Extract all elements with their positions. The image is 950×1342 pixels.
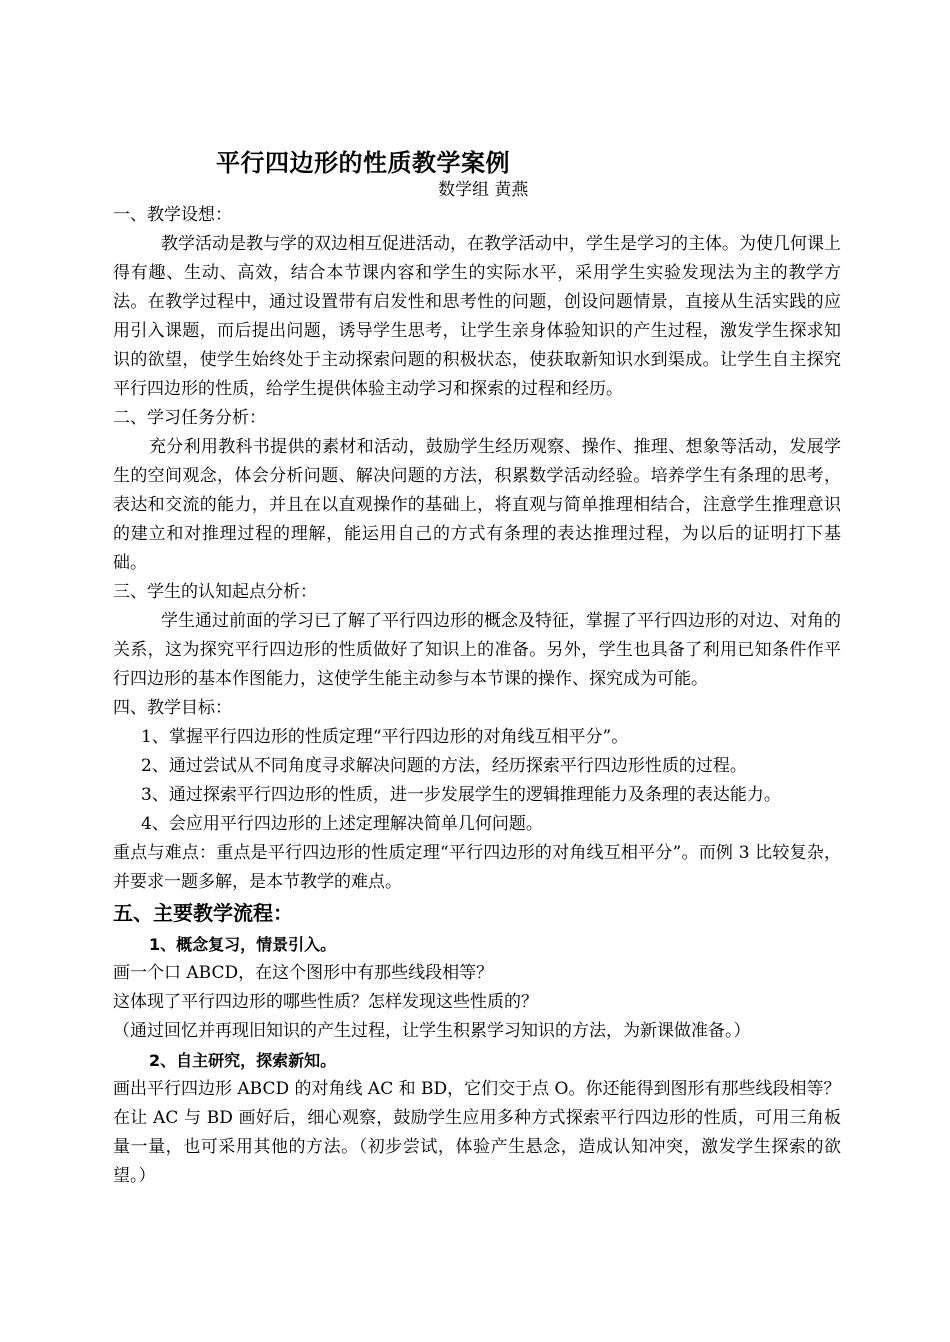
step-heading-2: 2、自主研究，探索新知。 [149, 1051, 337, 1070]
section-body-3: 学生通过前面的学习已了解了平行四边形的概念及特征，掌握了平行四边形的对边、对角的关系，这为探究平行四边形的性质做好了知识上的准备。另外，学生也具备了利用已知条件作平行四边形的基本作图能力，这使学生能主动参与本节课的操作、探究成为可能。 [113, 611, 841, 689]
key-points: 重点与难点：重点是平行四边形的性质定理“平行四边形的对角线互相平分”。而例 3 比较复杂，并要求一题多解，是本节教学的难点。 [113, 843, 841, 892]
step2-line: 画出平行四边形 ABCD 的对角线 AC 和 BD，它们交于点 O。你还能得到图形有那些线段相等？ [113, 1079, 841, 1099]
step1-line: 画一个口 ABCD，在这个图形中有那些线段相等？ [113, 963, 494, 983]
section-heading-5: 五、主要教学流程： [113, 901, 293, 925]
step1-line: （通过回忆并再现旧知识的产生过程，让学生积累学习知识的方法，为新课做准备。） [113, 1021, 751, 1041]
section-heading-2: 二、学习任务分析： [113, 408, 266, 428]
section-body-2: 充分利用教科书提供的素材和活动，鼓励学生经历观察、操作、推理、想象等活动，发展学生的空间观念，体会分析问题、解决问题的方法，积累数学活动经验。培养学生有条理的思考，表达和交流的能力，并且在以直观操作的基础上，将直观与简单推理相结合，注意学生推理意识的建立和对推理过程的理解，能运用自己的方式有条理的表达推理过程，为以后的证明打下基础。 [113, 437, 841, 573]
step2-line: 在让 AC 与 BD 画好后，细心观察，鼓励学生应用多种方式探索平行四边形的性质，可用三角板量一量，也可采用其他的方法。（初步尝试，体验产生悬念，造成认知冲突，激发学生探索的欲望。） [113, 1108, 841, 1186]
section-body-1: 教学活动是教与学的双边相互促进活动，在教学活动中，学生是学习的主体。为使几何课上得有趣、生动、高效，结合本节课内容和学生的实际水平，采用学生实验发现法为主的教学方法。在教学过程中，通过设置带有启发性和思考性的问题，创设问题情景，直接从生活实践的应用引入课题，而后提出问题，诱导学生思考，让学生亲身体验知识的产生过程，激发学生探求知识的欲望，使学生始终处于主动探索问题的积极状态，使获取新知识水到渠成。让学生自主探究平行四边形的性质，给学生提供体验主动学习和探索的过程和经历。 [113, 234, 841, 399]
section-heading-3: 三、学生的认知起点分析： [113, 582, 317, 602]
goal-item: 1、掌握平行四边形的性质定理“平行四边形的对角线互相平分”。 [141, 727, 629, 747]
section-heading-1: 一、教学设想： [113, 205, 232, 225]
document-author: 数学组 黄燕 [438, 180, 529, 200]
goal-item: 4、会应用平行四边形的上述定理解决简单几何问题。 [141, 814, 543, 834]
document-body [113, 201, 841, 1191]
goal-item: 3、通过探索平行四边形的性质，进一步发展学生的逻辑推理能力及条理的表达能力。 [141, 785, 781, 805]
document-title: 平行四边形的性质教学案例 [216, 149, 510, 177]
step1-line: 这体现了平行四边形的哪些性质？怎样发现这些性质的？ [113, 992, 538, 1012]
section-heading-4: 四、教学目标： [113, 698, 232, 718]
goal-item: 2、通过尝试从不同角度寻求解决问题的方法，经历探索平行四边形性质的过程。 [141, 756, 747, 776]
step-heading-1: 1、概念复习，情景引入。 [149, 935, 337, 954]
